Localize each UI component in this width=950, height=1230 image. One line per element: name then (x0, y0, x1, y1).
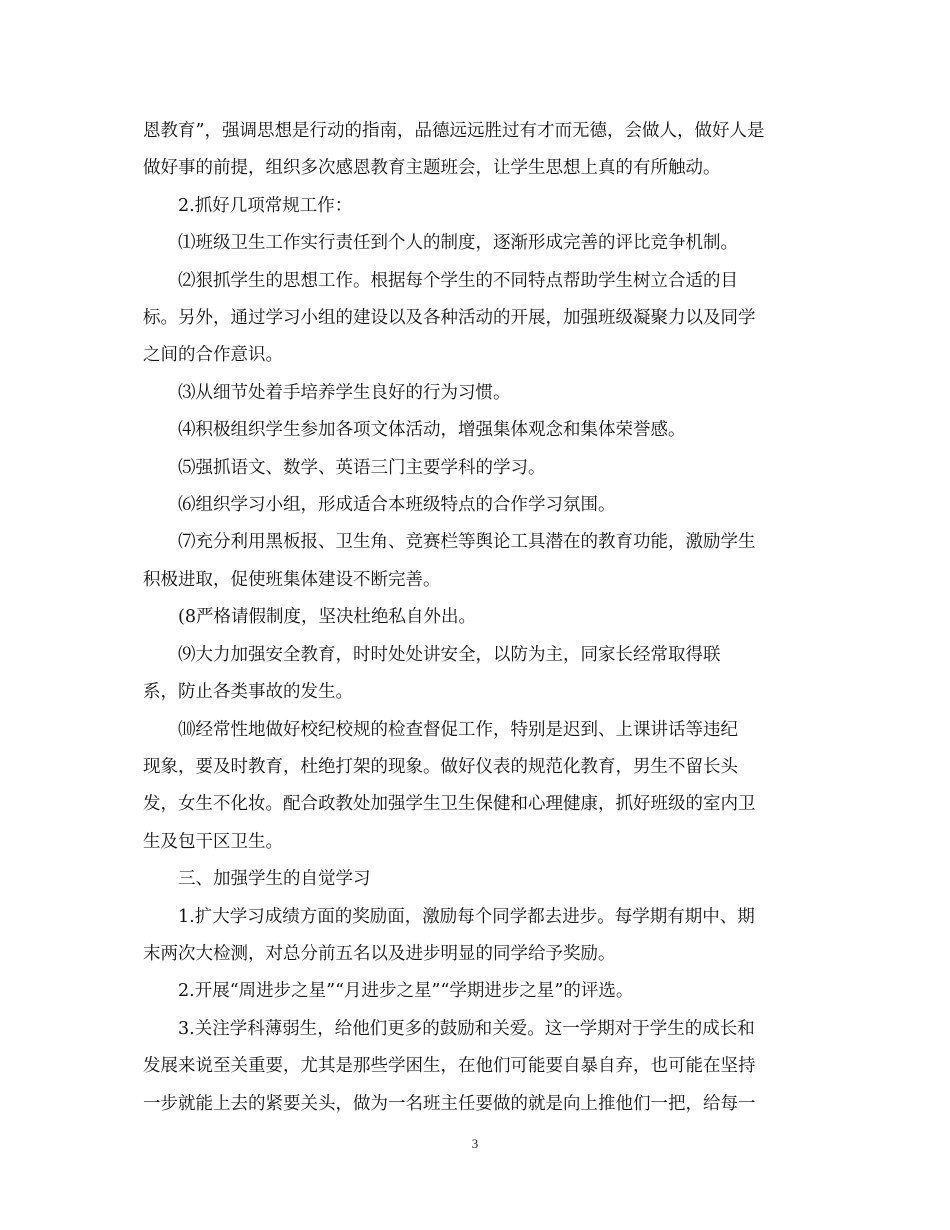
text-line: ⑹组织学习小组，形成适合本班级特点的合作学习氛围。 (178, 495, 616, 516)
text-line: 积极进取，促使班集体建设不断完善。 (143, 569, 441, 590)
text-line: 发展来说至关重要，尤其是那些学困生，在他们可能要自暴自弃，也可能在坚持 (143, 1056, 756, 1077)
text-line: 2.开展“周进步之星”“月进步之星”“学期进步之星”的评选。 (178, 981, 634, 1002)
text-line: 发，女生不化妆。配合政教处加强学生卫生保健和心理健康，抓好班级的室内卫 (143, 794, 756, 815)
text-line: 生及包干区卫生。 (143, 831, 283, 852)
text-line: 2.抓好几项常规工作： (178, 195, 353, 216)
text-line: (8严格请假制度，坚决杜绝私自外出。 (178, 607, 476, 628)
text-line: 一步就能上去的紧要关头，做为一名班主任要做的就是向上推他们一把，给每一 (143, 1093, 756, 1114)
text-line: ⑼大力加强安全教育，时时处处讲安全，以防为主，同家长经常取得联 (178, 644, 721, 665)
text-line: ⑴班级卫生工作实行责任到个人的制度，逐渐形成完善的评比竞争机制。 (178, 233, 738, 254)
text-line: 恩教育”，强调思想是行动的指南，品德远远胜过有才而无德，会做人，做好人是 (143, 121, 765, 141)
text-line: 做好事的前提，组织多次感恩教育主题班会，让学生思想上真的有所触动。 (143, 158, 721, 179)
text-line: 系，防止各类事故的发生。 (143, 682, 353, 703)
text-line: 标。另外，通过学习小组的建设以及各种活动的开展，加强班级凝聚力以及同学 (143, 308, 756, 329)
text-line: ⑽经常性地做好校纪校规的检查督促工作，特别是迟到、上课讲话等违纪 (178, 719, 738, 740)
text-line: ⑸强抓语文、数学、英语三门主要学科的学习。 (178, 457, 546, 478)
text-line: 之间的合作意识。 (143, 345, 283, 366)
text-line: ⑷积极组织学生参加各项文体活动，增强集体观念和集体荣誉感。 (178, 420, 686, 441)
text-line: 现象，要及时教育，杜绝打架的现象。做好仪表的规范化教育，男生不留长头 (143, 756, 738, 777)
document-body (143, 113, 811, 1123)
text-line: 三、加强学生的自觉学习 (178, 869, 371, 890)
text-line: ⑵狠抓学生的思想工作。根据每个学生的不同特点帮助学生树立合适的目 (178, 270, 738, 291)
text-line: ⑶从细节处着手培养学生良好的行为习惯。 (178, 382, 511, 403)
text-line: 3.关注学科薄弱生，给他们更多的鼓励和关爱。这一学期对于学生的成长和 (178, 1018, 755, 1039)
text-line: ⑺充分利用黑板报、卫生角、竞赛栏等舆论工具潜在的教育功能，激励学生 (178, 532, 756, 553)
text-line: 1.扩大学习成绩方面的奖励面，激励每个同学都去进步。每学期有期中、期 (178, 906, 755, 927)
page-number: 3 (471, 1136, 479, 1151)
text-line: 末两次大检测，对总分前五名以及进步明显的同学给予奖励。 (143, 943, 616, 964)
